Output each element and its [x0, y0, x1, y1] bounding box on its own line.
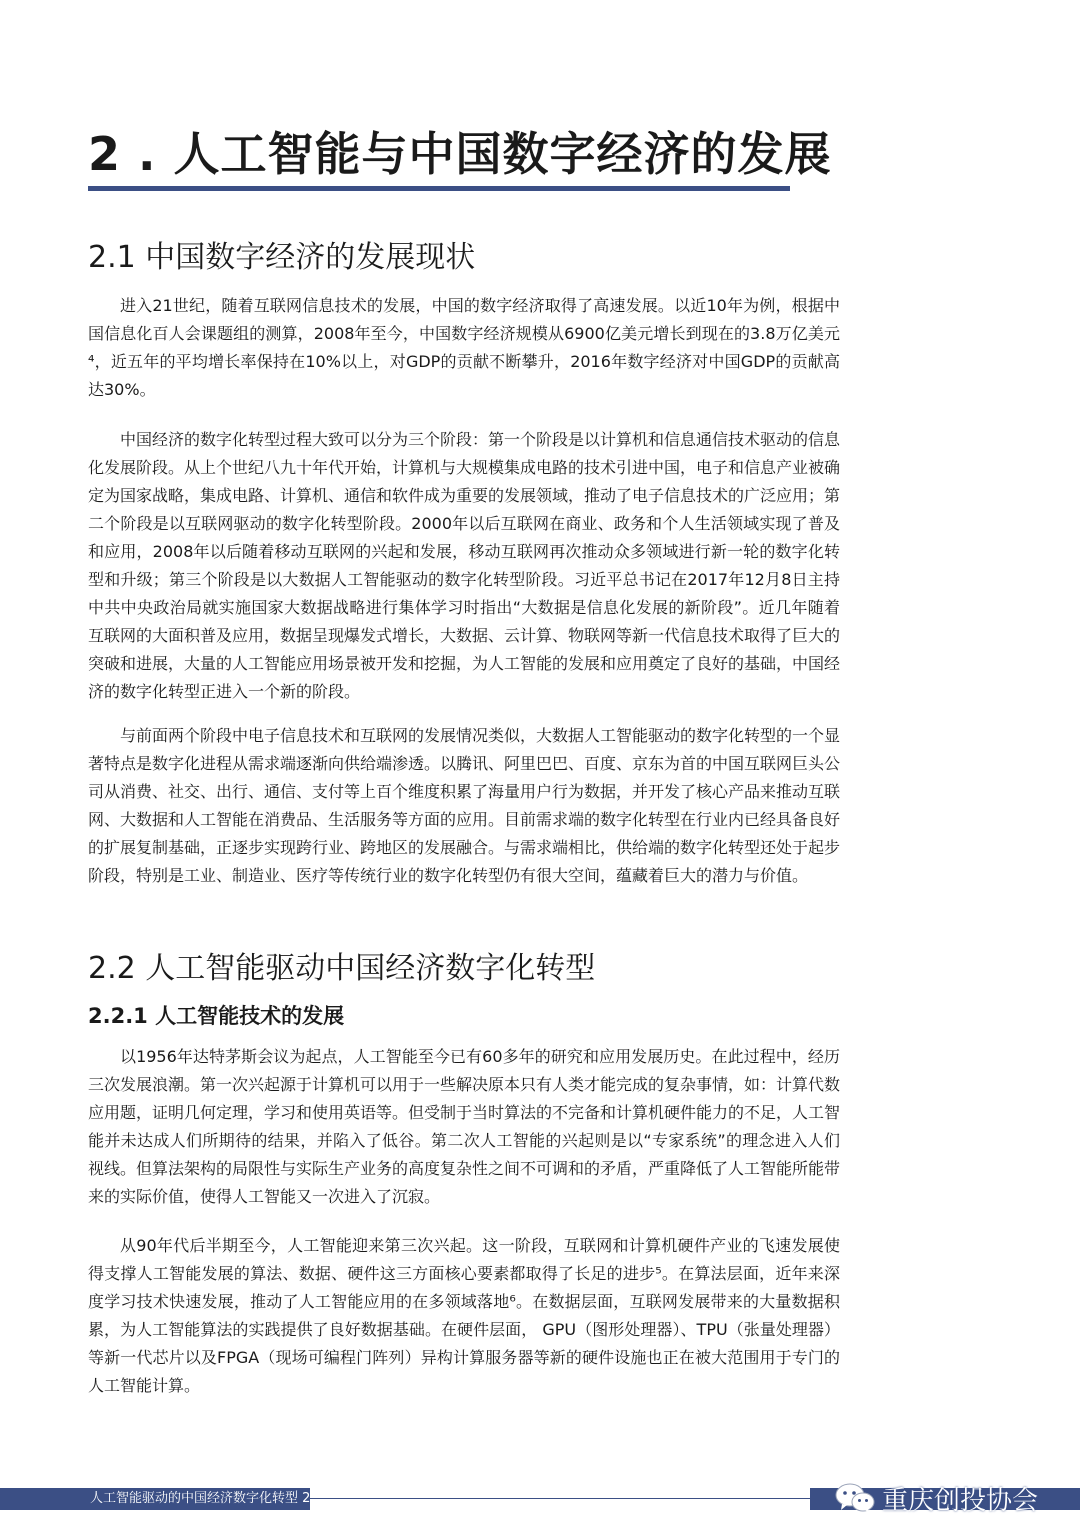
paragraph-2-1-2: 中国经济的数字化转型过程大致可以分为三个阶段：第一个阶段是以计算机和信息通信技术驱动的信息化发展阶段。从上个世纪八九十年代开始，计算机与大规模集成电路的技术引进中国，电子和信息产业被确定为国家战略，集成电路、计算机、通信和软件成为重要的发展领域，推动了电子信息技术的广泛应用；第二个阶段是以互联网驱动的数字化转型阶段。2000年以后互联网在商业、政务和个人生活领域实现了普及和应用，2008年以后随着移动互联网的兴起和发展，移动互联网再次推动众多领域进行新一轮的数字化转型和升级；第三个阶段是以大数据人工智能驱动的数字化转型阶段。习近平总书记在2017年12月8日主持中共中央政治局就实施国家大数据战略进行集体学习时指出“大数据是信息化发展的新阶段”。近几年随着互联网的大面积普及应用，数据呈现爆发式增长，大数据、云计算、物联网等新一代信息技术取得了巨大的突破和进展，大量的人工智能应用场景被开发和挖掘，为人工智能的发展和应用奠定了良好的基础，中国经济的数字化转型正进入一个新的阶段。 — [88, 430, 841, 701]
paragraph-2-1-3: 与前面两个阶段中电子信息技术和互联网的发展情况类似，大数据人工智能驱动的数字化转型的一个显著特点是数字化进程从需求端逐渐向供给端渗透。以腾讯、阿里巴巴、百度、京东为首的中国互联网巨头公司从消费、社交、出行、通信、支付等上百个维度积累了海量用户行为数据，并开发了核心产品来推动互联网、大数据和人工智能在消费品、生活服务等方面的应用。目前需求端的数字化转型在行业内已经具备良好的扩展复制基础，正逐步实现跨行业、跨地区的发展融合。与需求端相比，供给端的数字化转型还处于起步阶段，特别是工业、制造业、医疗等传统行业的数字化转型仍有很大空间，蕴藏着巨大的潜力与价值。 — [88, 726, 841, 885]
section-heading-2-1: 2.1 中国数字经济的发展现状 — [88, 240, 476, 275]
footer-running-title: 人工智能驱动的中国经济数字化转型 2 — [90, 1491, 311, 1506]
brand-name: 重庆创投协会 — [882, 1485, 1039, 1516]
paragraph-2-1-1: 进入21世纪，随着互联网信息技术的发展，中国的数字经济取得了高速发展。以近10年为例，根据中国信息化百人会课题组的测算，2008年至今，中国数字经济规模从6900亿美元增长到现在的3.8万亿美元⁴，近五年的平均增长率保持在10%以上，对GDP的贡献不断攀升，2016年数字经济对中国GDP的贡献高达30%。 — [88, 296, 840, 399]
paragraph-2-2-1-1: 以1956年达特茅斯会议为起点，人工智能至今已有60多年的研究和应用发展历史。在此过程中，经历三次发展浪潮。第一次兴起源于计算机可以用于一些解决原本只有人类才能完成的复杂事情，如：计算代数应用题，证明几何定理，学习和使用英语等。但受制于当时算法的不完备和计算机硬件能力的不足，人工智能并未达成人们所期待的结果，并陷入了低谷。第二次人工智能的兴起则是以“专家系统”的理念进入人们视线。但算法架构的局限性与实际生产业务的高度复杂性之间不可调和的矛盾，严重降低了人工智能所能带来的实际价值，使得人工智能又一次进入了沉寂。 — [88, 1047, 841, 1206]
section-heading-2-2: 2.2 人工智能驱动中国经济数字化转型 — [88, 951, 596, 986]
subsection-heading-2-2-1: 2.2.1 人工智能技术的发展 — [88, 1004, 345, 1028]
wechat-icon — [834, 1481, 876, 1515]
chapter-title: 2 . 人工智能与中国数字经济的发展 — [88, 127, 832, 181]
footer-rule — [310, 1498, 810, 1499]
brand-watermark — [834, 1478, 1038, 1518]
paragraph-2-2-1-2: 从90年代后半期至今，人工智能迎来第三次兴起。这一阶段，互联网和计算机硬件产业的飞速发展使得支撑人工智能发展的算法、数据、硬件这三方面核心要素都取得了长足的进步⁵。在算法层面，近年来深度学习技术快速发展，推动了人工智能应用的在多领域落地⁶。在数据层面，互联网发展带来的大量数据积累，为人工智能算法的实践提供了良好数据基础。在硬件层面， GPU（图形处理器）、TPU（张量处理器）等新一代芯片以及FPGA（现场可编程门阵列）异构计算服务器等新的硬件设施也正在被大范围用于专门的人工智能计算。 — [88, 1236, 840, 1395]
chapter-title-underline — [88, 186, 790, 191]
